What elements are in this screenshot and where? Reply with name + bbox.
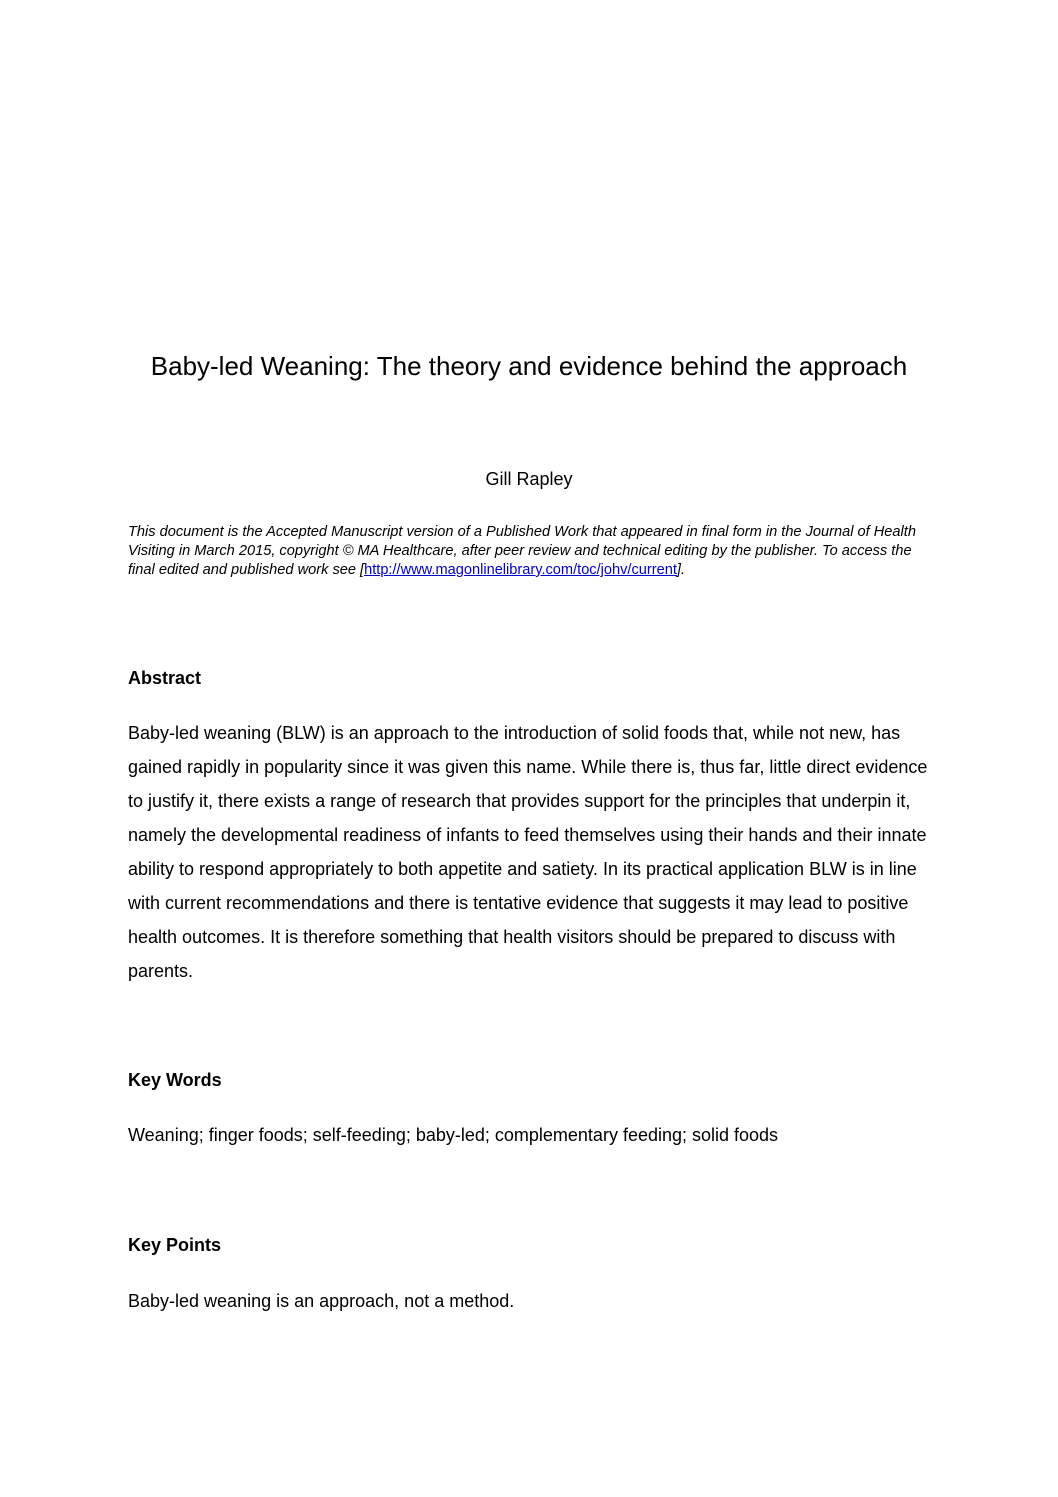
key-points-heading: Key Points — [128, 1235, 222, 1255]
paper-title: Baby-led Weaning: The theory and evidence behind the approach — [150, 351, 908, 381]
abstract-text: Baby-led weaning (BLW) is an approach to the introduction of solid foods that, while not new, has gained rapidly in popularity since it was given this name. While there is, thus far, little direct evidence to justify it, there exists a range of research that provides support for the principles that underpin it, namely the developmental readiness of infants to feed themselves using their hands and their innate ability to respond appropriately to both appetite and satiety. In its practical application BLW is in line with current recommendations and there is tentative evidence that suggests it may lead to positive health outcomes. It is therefore something that health visitors should be prepared to discuss with parents. — [128, 723, 928, 981]
notice-text-end: ]. — [676, 562, 686, 578]
key-points-text: Baby-led weaning is an approach, not a method. — [128, 1291, 515, 1311]
manuscript-notice — [128, 523, 938, 580]
notice-text: This document is the Accepted Manuscript version of a Published Work that appeared in final form in the Journal of Health Visiting in March 2015, copyright © MA Healthcare, after peer review and technical editing by the publisher. To access the final edited and published work see [ — [128, 524, 916, 578]
key-words-heading: Key Words — [128, 1070, 222, 1090]
author-name: Gill Rapley — [485, 469, 573, 489]
journal-link[interactable]: http://www.magonlinelibrary.com/toc/johv/current — [364, 562, 677, 578]
abstract-heading: Abstract — [128, 668, 202, 688]
key-words-text: Weaning; finger foods; self-feeding; baby-led; complementary feeding; solid foods — [128, 1125, 779, 1145]
